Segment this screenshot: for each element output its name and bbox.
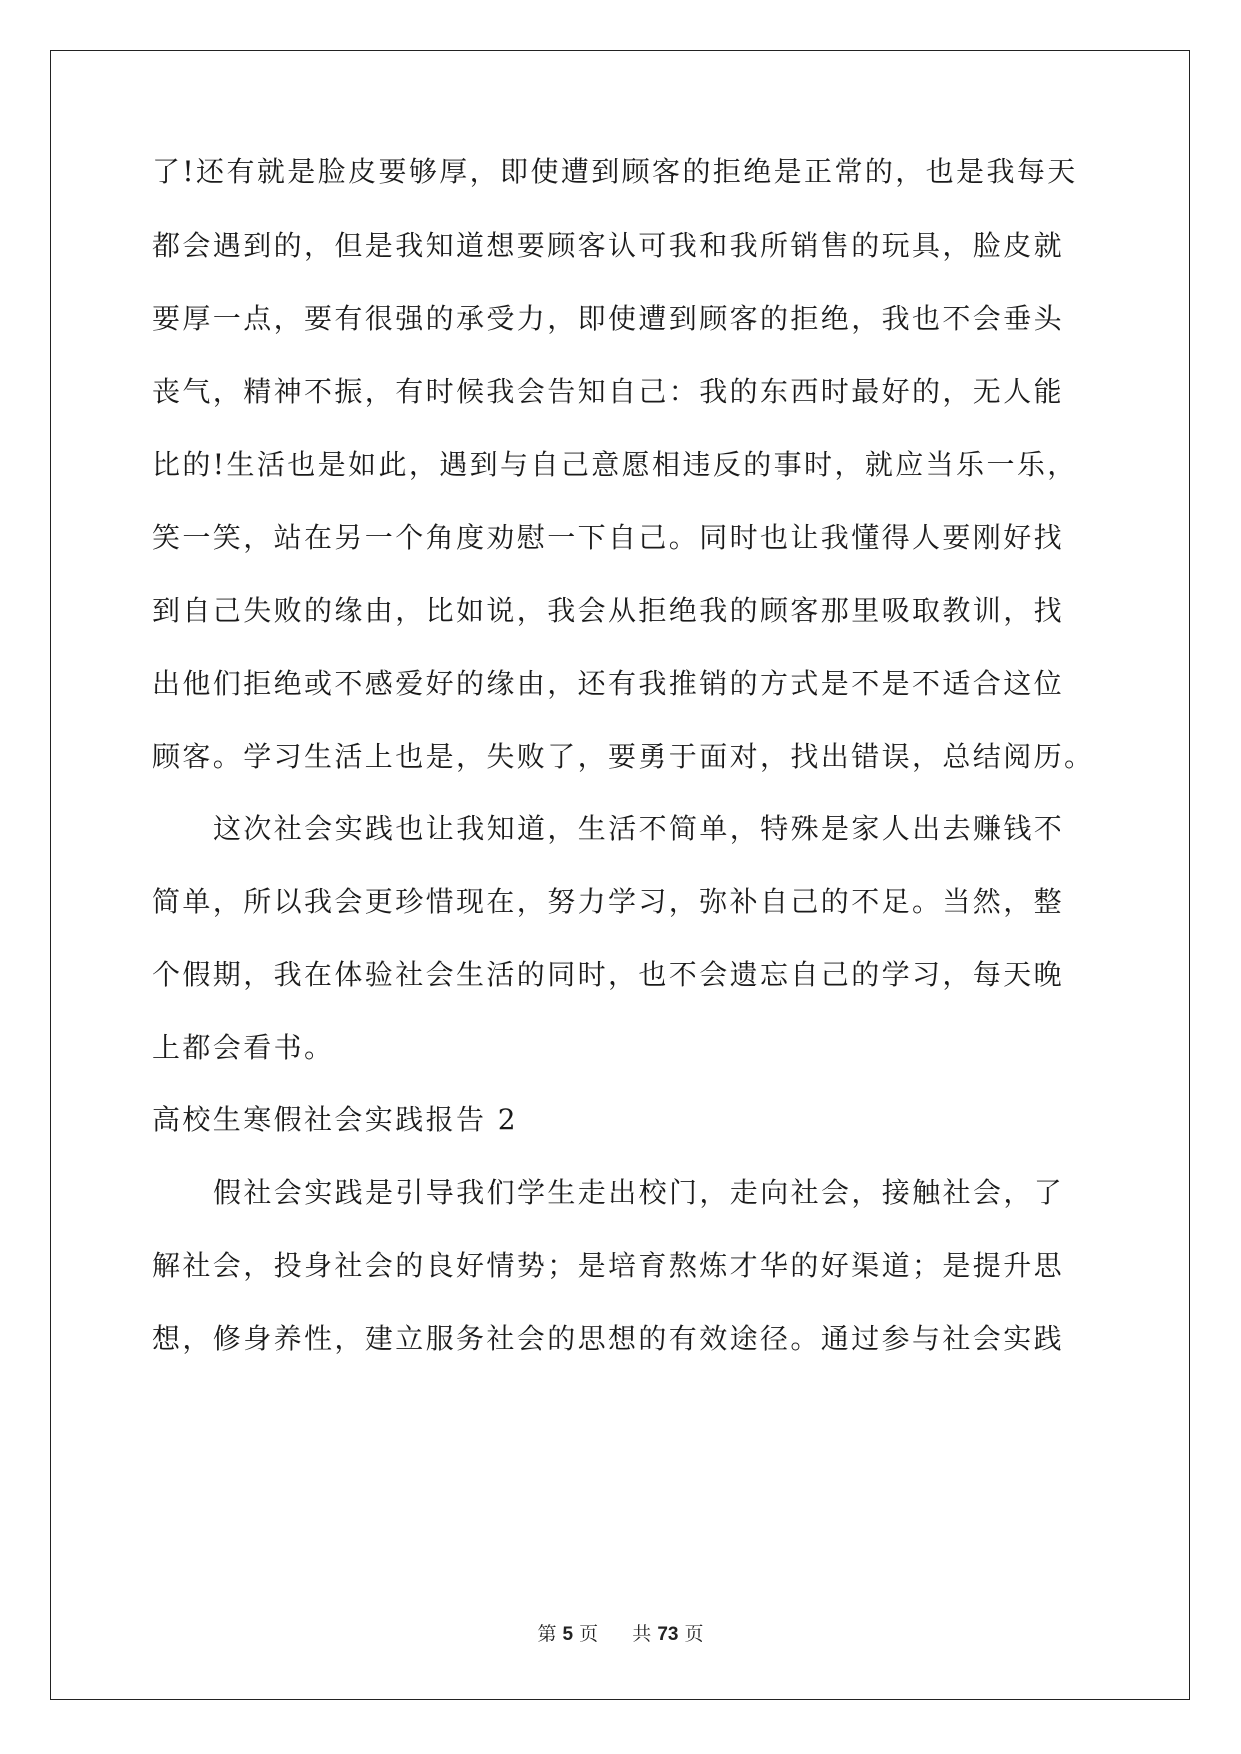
- text-line: 要厚一点，要有很强的承受力，即使遭到顾客的拒绝，我也不会垂头: [152, 302, 1065, 335]
- text-line: 解社会，投身社会的良好情势；是培育熬炼才华的好渠道；是提升思: [152, 1249, 1065, 1282]
- total-prefix: 共: [632, 1623, 652, 1645]
- page-prefix: 第: [537, 1623, 557, 1645]
- text-line: 笑一笑，站在另一个角度劝慰一下自己。同时也让我懂得人要刚好找: [152, 521, 1065, 554]
- text-line: 出他们拒绝或不感爱好的缘由，还有我推销的方式是不是不适合这位: [152, 667, 1065, 700]
- text-line: 上都会看书。: [152, 1031, 335, 1064]
- text-line: 比的!生活也是如此，遇到与自己意愿相违反的事时，就应当乐一乐，: [152, 448, 1078, 481]
- page-number: 5: [562, 1624, 574, 1645]
- page-footer: [0, 1622, 1241, 1647]
- text-line: 顾客。学习生活上也是，失败了，要勇于面对，找出错误，总结阅历。: [152, 740, 1095, 773]
- section-heading: 高校生寒假社会实践报告 2: [152, 1103, 518, 1136]
- total-suffix: 页: [684, 1623, 704, 1645]
- page-suffix: 页: [579, 1623, 599, 1645]
- paragraph-start-line: 假社会实践是引导我们学生走出校门，走向社会，接触社会，了: [213, 1176, 1065, 1209]
- text-line: 个假期，我在体验社会生活的同时，也不会遗忘自己的学习，每天晚: [152, 958, 1065, 991]
- text-line: 了!还有就是脸皮要够厚，即使遭到顾客的拒绝是正常的，也是我每天: [152, 155, 1078, 188]
- text-line: 都会遇到的，但是我知道想要顾客认可我和我所销售的玩具，脸皮就: [152, 229, 1065, 262]
- paragraph-start-line: 这次社会实践也让我知道，生活不简单，特殊是家人出去赚钱不: [213, 812, 1065, 845]
- text-line: 想，修身养性，建立服务社会的思想的有效途径。通过参与社会实践: [152, 1322, 1065, 1355]
- page-frame: [50, 50, 1190, 1700]
- text-line: 丧气，精神不振，有时候我会告知自己：我的东西时最好的，无人能: [152, 375, 1065, 408]
- text-line: 简单，所以我会更珍惜现在，努力学习，弥补自己的不足。当然，整: [152, 885, 1065, 918]
- text-line: 到自己失败的缘由，比如说，我会从拒绝我的顾客那里吸取教训，找: [152, 594, 1065, 627]
- total-pages: 73: [657, 1624, 679, 1645]
